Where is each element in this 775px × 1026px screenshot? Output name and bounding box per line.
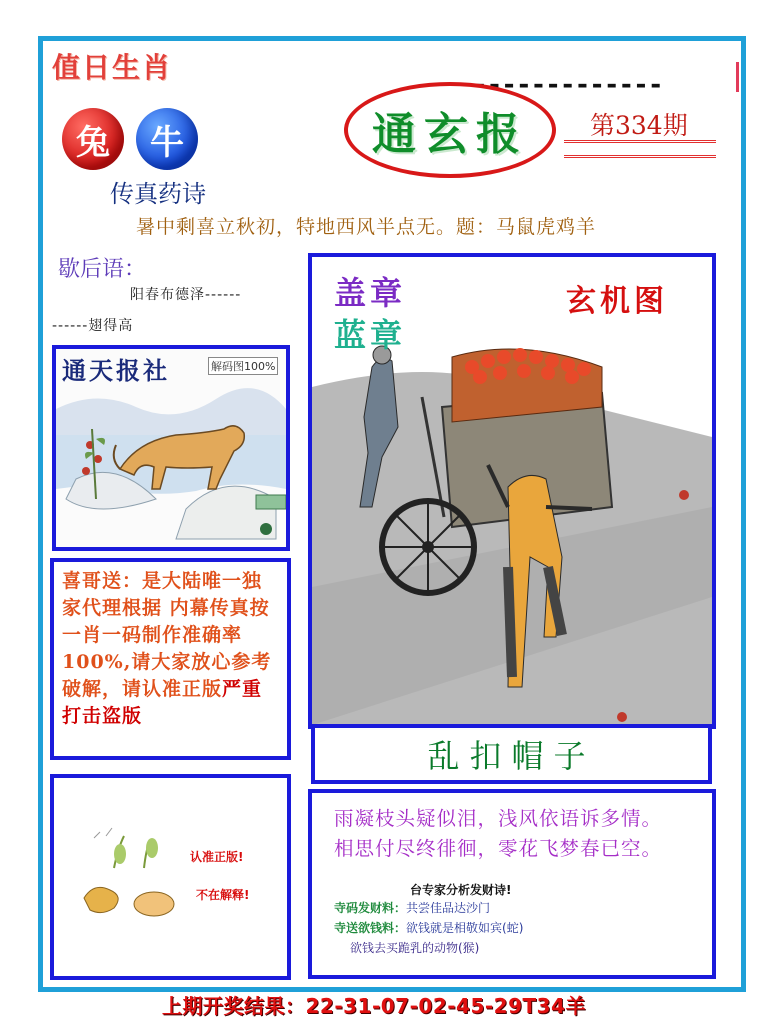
issue-double-rule xyxy=(564,140,716,158)
poem-line: 暑中剩喜立秋初，特地西风半点无。题：马鼠虎鸡羊 xyxy=(136,216,597,238)
promo-text xyxy=(62,568,281,730)
fax-poem-title: 传真药诗 xyxy=(110,180,206,208)
masthead-title: 通玄报 xyxy=(344,82,556,178)
promo-body: 喜哥送：是大陆唯一独家代理根据 内幕传真按一肖一码制作准确率100%,请大家放心参考破解，请认准正版 xyxy=(62,570,272,700)
zodiac-rabbit-badge: 兔 xyxy=(62,108,124,170)
warn-authentic: 认准正版! xyxy=(190,850,244,864)
expert-line-2-label: 寺送欲钱料： xyxy=(334,921,407,935)
expert-line-1-value: 共尝佳品达沙门 xyxy=(406,901,491,915)
expert-title: 台专家分析发财诗! xyxy=(410,883,512,897)
last-draw-result: 上期开奖结果：22-31-07-02-45-29T34羊 xyxy=(162,994,586,1018)
verse-line-1: 雨凝枝头疑似泪，浅风依语诉多情。 xyxy=(334,807,663,830)
expert-line-1-label: 寺码发财料： xyxy=(334,901,407,915)
stamp-label-1: 盖章 xyxy=(334,274,407,312)
decode-tag: 解码图100% xyxy=(208,357,278,375)
header-dash-line: ------------- xyxy=(472,70,663,100)
tongtian-title: 通天报社 xyxy=(62,356,170,385)
image-caption: 乱扣帽子 xyxy=(427,737,596,775)
snail-illustration xyxy=(54,778,287,976)
tongtian-panel xyxy=(52,345,290,551)
xiehouyu-line-2: ------翅得高 xyxy=(52,318,134,334)
warn-no-explain: 不在解释! xyxy=(196,888,250,902)
mystery-image-label: 玄机图 xyxy=(566,284,668,319)
xiehouyu-title: 歇后语： xyxy=(58,257,147,282)
authentic-panel xyxy=(50,774,291,980)
verse-panel xyxy=(308,789,716,979)
xiehouyu-line-1: 阳春布德泽------ xyxy=(130,287,242,303)
issue-number: 第334期 xyxy=(590,111,688,140)
promo-highlight: 严重打击盗版 xyxy=(62,678,263,727)
expert-line-2-value: 欲钱就是相敬如宾(蛇) xyxy=(406,921,524,935)
image-caption-box xyxy=(311,724,712,784)
zodiac-ox-badge: 牛 xyxy=(136,108,198,170)
duty-zodiac-label: 值日生肖 xyxy=(52,51,173,84)
promo-panel xyxy=(50,558,291,760)
corner-mark xyxy=(736,62,739,92)
stamp-label-2: 蓝章 xyxy=(334,316,407,354)
expert-line-1 xyxy=(334,899,490,916)
expert-line-3: 欲钱去买跪乳的动物(猴) xyxy=(350,941,480,955)
expert-line-2 xyxy=(334,919,523,936)
main-puzzle-image xyxy=(308,253,716,729)
verse-line-2: 相思付尽终徘徊，零花飞梦春已空。 xyxy=(334,837,663,860)
